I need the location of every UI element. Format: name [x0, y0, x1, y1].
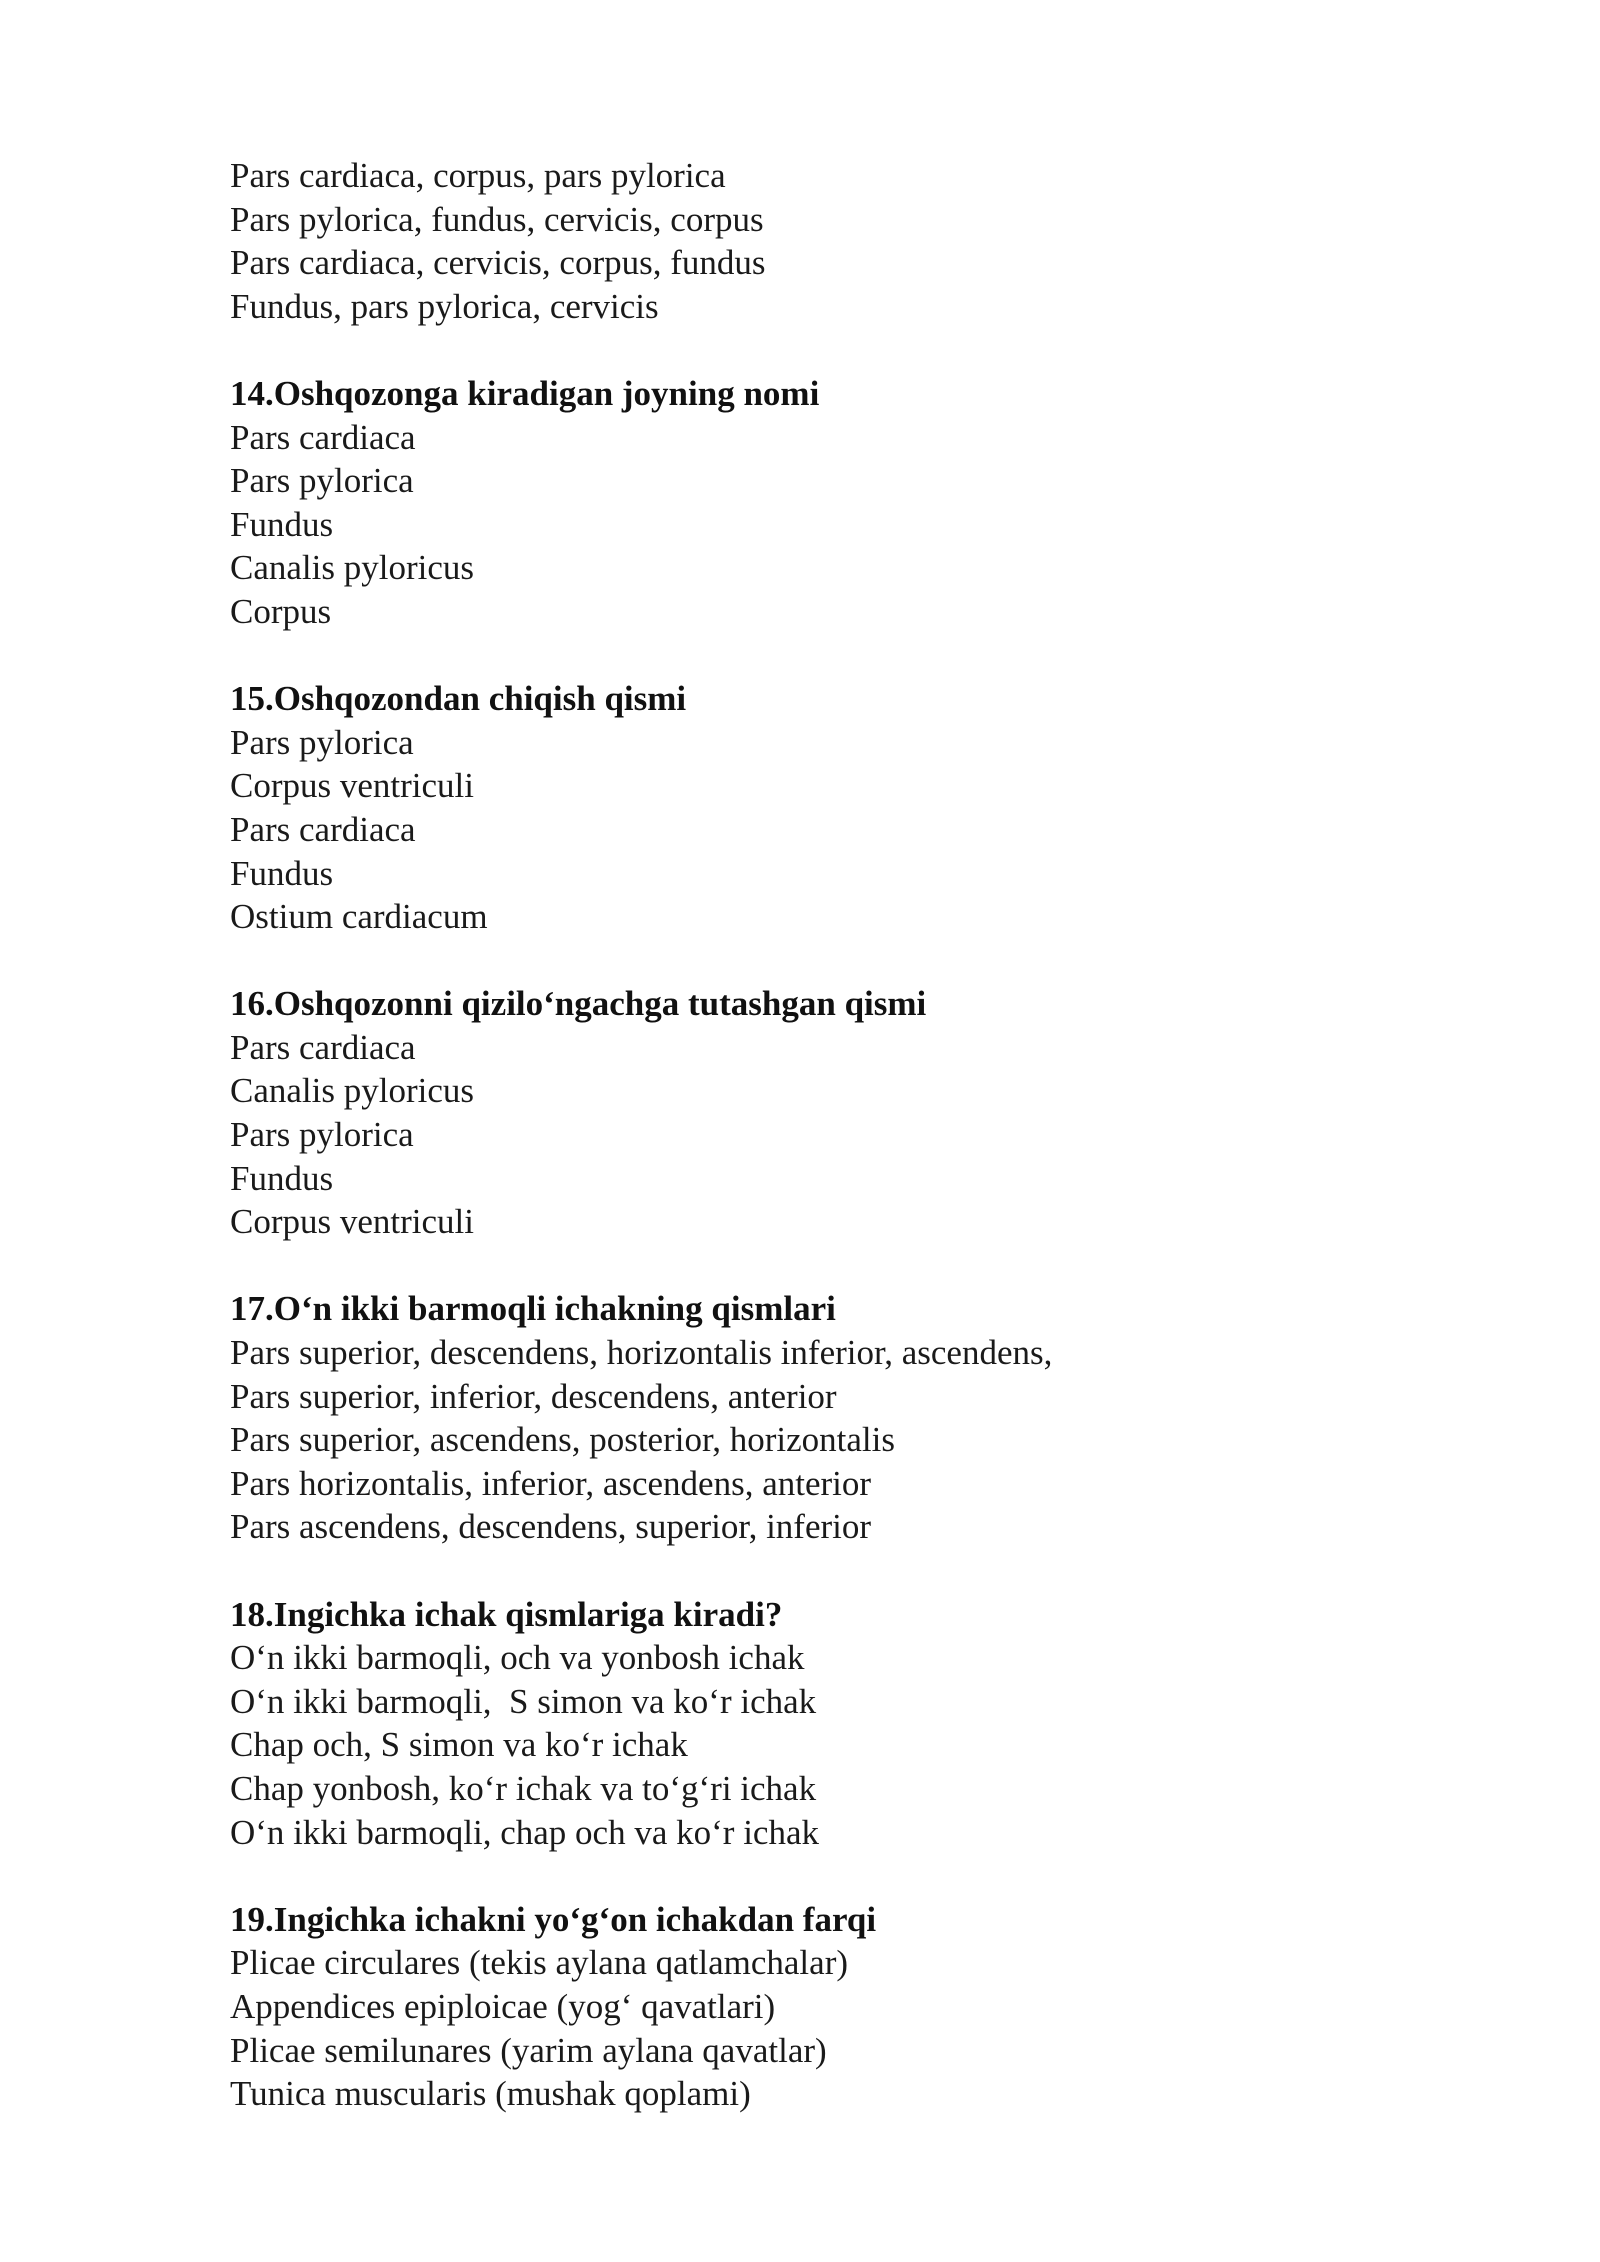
answer-option: Plicae circulares (tekis aylana qatlamchalar) [230, 1943, 849, 1983]
answer-option: Pars cardiaca, corpus, pars pylorica [230, 156, 726, 195]
answer-option: O‘n ikki barmoqli, chap och va ko‘r ichak [230, 1812, 819, 1852]
answer-option: Fundus [230, 1158, 334, 1198]
answer-option: O‘n ikki barmoqli, S simon va ko‘r ichak [230, 1681, 817, 1721]
question-block-14 [230, 372, 1470, 634]
answer-option: Pars cardiaca, cervicis, corpus, fundus [230, 243, 766, 283]
answer-option: Pars pylorica [230, 461, 414, 501]
answer-option: Fundus [230, 853, 334, 893]
answer-option: O‘n ikki barmoqli, och va yonbosh ichak [230, 1638, 805, 1678]
document-content [230, 154, 1470, 2116]
answer-option: Appendices epiploicae (yog‘ qavatlari) [230, 1986, 776, 2026]
answer-option: Chap och, S simon va ko‘r ichak [230, 1725, 688, 1765]
answer-option: Pars superior, descendens, horizontalis inferior, ascendens, [230, 1333, 1053, 1373]
answer-option: Pars cardiaca [230, 809, 416, 849]
question-heading: 18.Ingichka ichak qismlariga kiradi? [230, 1594, 783, 1634]
answer-option: Pars pylorica, fundus, cervicis, corpus [230, 199, 764, 239]
question-heading: 17.O‘n ikki barmoqli ichakning qismlari [230, 1289, 836, 1329]
answer-option: Fundus, pars pylorica, cervicis [230, 286, 659, 326]
answer-option: Canalis pyloricus [230, 1071, 474, 1111]
question-block-19 [230, 1898, 1470, 2116]
answer-option: Pars pylorica [230, 722, 414, 762]
question-heading: 14.Oshqozonga kiradigan joyning nomi [230, 373, 820, 413]
question-heading: 15.Oshqozondan chiqish qismi [230, 679, 687, 719]
question-heading: 19.Ingichka ichakni yo‘g‘on ichakdan farqi [230, 1899, 877, 1939]
answer-option: Ostium cardiacum [230, 897, 488, 937]
answer-option: Pars superior, ascendens, posterior, horizontalis [230, 1420, 895, 1460]
answer-option: Pars pylorica [230, 1115, 414, 1155]
question-heading: 16.Oshqozonni qizilo‘ngachga tutashgan qismi [230, 984, 927, 1024]
answer-option: Pars cardiaca [230, 1027, 416, 1067]
question-block-15 [230, 677, 1470, 939]
answer-option: Plicae semilunares (yarim aylana qavatlar) [230, 2030, 827, 2070]
question-block-13 [230, 154, 1470, 328]
answer-option: Pars ascendens, descendens, superior, inferior [230, 1507, 872, 1547]
answer-option: Canalis pyloricus [230, 548, 474, 588]
answer-option: Corpus ventriculi [230, 766, 474, 806]
answer-option: Fundus [230, 504, 334, 544]
answer-option: Corpus ventriculi [230, 1202, 474, 1242]
answer-option: Tunica muscularis (mushak qoplami) [230, 2074, 751, 2114]
question-block-16 [230, 982, 1470, 1244]
question-block-18 [230, 1593, 1470, 1855]
answer-option: Corpus [230, 591, 332, 631]
answer-option: Pars cardiaca [230, 417, 416, 457]
answer-option: Pars superior, inferior, descendens, anterior [230, 1376, 837, 1416]
answer-option: Chap yonbosh, ko‘r ichak va to‘g‘ri ichak [230, 1768, 817, 1808]
answer-option: Pars horizontalis, inferior, ascendens, anterior [230, 1463, 872, 1503]
question-block-17 [230, 1287, 1470, 1549]
